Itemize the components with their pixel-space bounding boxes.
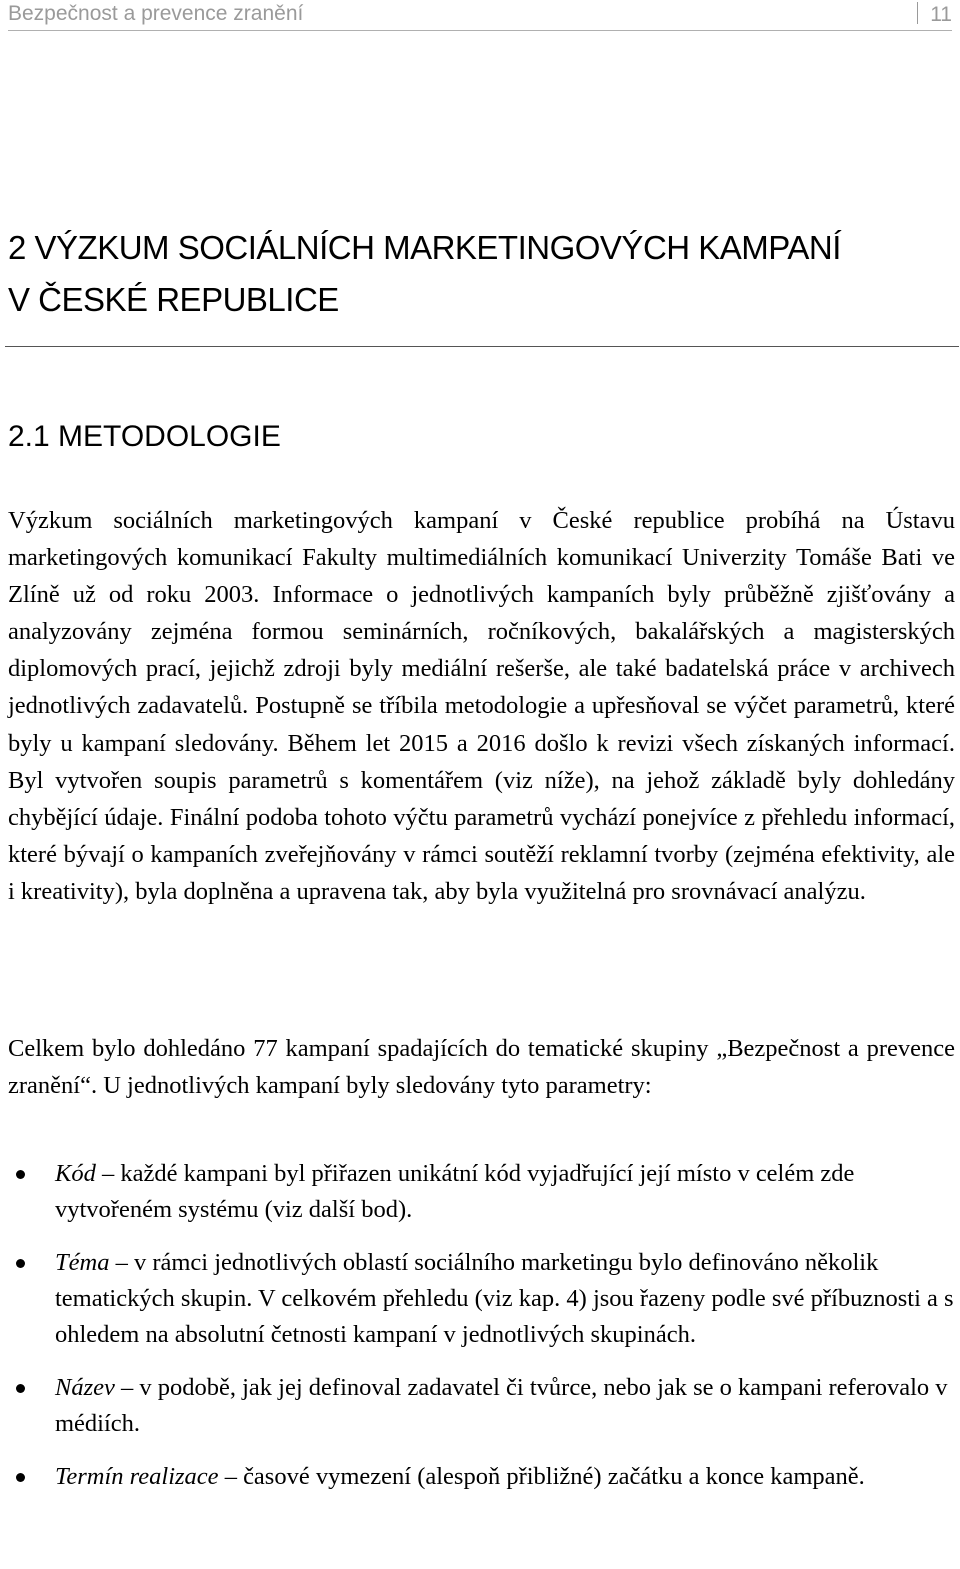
running-header [8,0,952,31]
paragraph-summary: Celkem bylo dohledáno 77 kampaní spadajících do tematické skupiny „Bezpečnost a prevence zranění“. U jednotlivých kampaní byly sledovány tyto parametry: [8,1035,955,1100]
list-item-text: – každé kampani byl přiřazen unikátní kód vyjadřující její místo v celém zde vytvořeném systému (viz další bod). [55,1160,855,1223]
parameter-list [8,1156,958,1512]
list-item-term: Termín realizace [55,1463,219,1490]
list-item-term: Kód [55,1160,96,1187]
section-heading: 2.1 METODOLOGIE [8,420,281,453]
chapter-heading [8,222,948,326]
page-number-value: 11 [930,3,952,26]
bullet-icon [16,1259,25,1268]
list-item-text: – časové vymezení (alespoň přibližné) začátku a konce kampaně. [218,1463,865,1490]
heading-divider [5,346,959,347]
paragraph-methodology: Výzkum sociálních marketingových kampaní v České republice probíhá na Ústavu marketingových komunikací Fakulty multimediálních komunikací Univerzity Tomáše Bati ve Zlíně už od roku 2003. Informace o jednotlivých kampaních byly průběžně zjišťovány a analyzovány zejména formou seminárních, ročníkových, bakalářských a magisterských diplomových prací, jejichž zdroji byly mediální rešerše, ale také badatelská práce v archivech jednotlivých zadavatelů. Postupně se tříbila metodologie a upřesňoval se výčet parametrů, které byly u kampaní sledovány. Během let 2015 a 2016 došlo k revizi všech získaných informací. Byl vytvořen soupis parametrů s komentářem (viz níže), na jehož základě byly dohledány chybějící údaje. Finální podoba tohoto výčtu parametrů vychází ponejvíce z přehledu informací, které bývají o kampaních zveřejňovány v rámci soutěží reklamní tvorby (zejména efektivity, ale i kreativity), byla doplněna a upravena tak, aby byla využitelná pro srovnávací analýzu. [8,507,955,905]
bullet-icon [16,1384,25,1393]
chapter-heading-line-2: V ČESKÉ REPUBLICE [8,281,339,318]
list-item-term: Název [55,1374,115,1401]
chapter-heading-line-1: 2 VÝZKUM SOCIÁLNÍCH MARKETINGOVÝCH KAMPANÍ [8,229,841,266]
list-item-text: – v podobě, jak jej definoval zadavatel či tvůrce, nebo jak se o kampani referovalo v médiích. [55,1374,948,1437]
list-item [8,1370,958,1442]
list-item [8,1459,958,1495]
bullet-icon [16,1170,25,1179]
header-title: Bezpečnost a prevence zranění [8,2,304,25]
list-item-term: Téma [55,1249,110,1276]
list-item-text: – v rámci jednotlivých oblastí sociálního marketingu bylo definováno několik tematických skupin. V celkovém přehledu (viz kap. 4) jsou řazeny podle své příbuznosti a s ohledem na absolutní četnosti kampaní v jednotlivých skupinách. [55,1249,954,1348]
page-number [917,2,952,27]
list-item [8,1245,958,1353]
header-separator [917,2,918,24]
bullet-icon [16,1473,25,1482]
list-item [8,1156,958,1228]
